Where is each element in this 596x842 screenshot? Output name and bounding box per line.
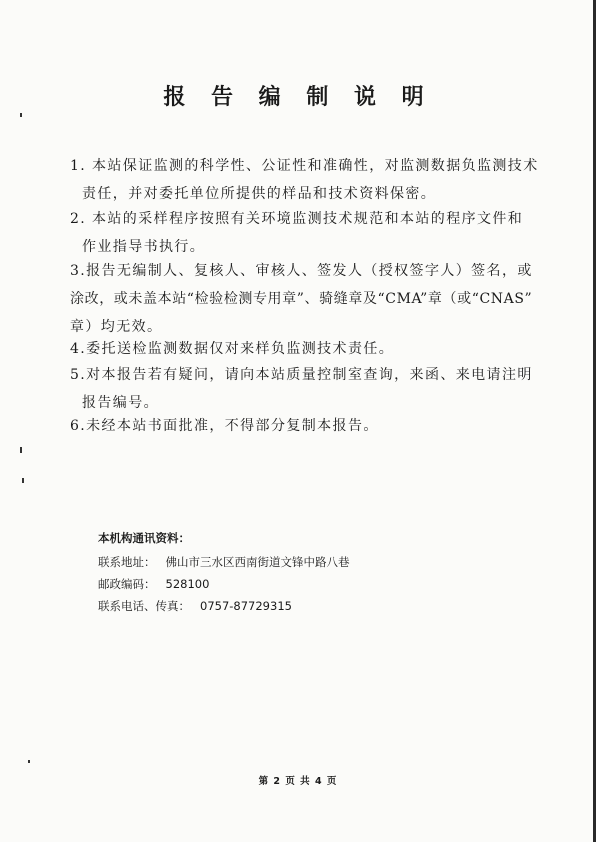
notice-line: 报告编号。	[82, 395, 159, 411]
contact-heading: 本机构通讯资料：	[98, 531, 190, 545]
notice-line: 6.未经本站书面批准，不得部分复制本报告。	[70, 418, 379, 434]
notice-item-2	[70, 205, 540, 261]
contact-block	[98, 527, 350, 617]
scan-speck	[20, 113, 22, 117]
contact-address-row	[98, 551, 350, 573]
notice-line: 责任，并对委托单位所提供的样品和技术资料保密。	[82, 186, 437, 202]
notice-line: 作业指导书执行。	[82, 239, 206, 255]
notice-item-1	[70, 152, 540, 208]
notice-line: 章）均无效。	[70, 319, 163, 335]
contact-postcode-row	[98, 573, 350, 595]
notice-item-3	[70, 257, 540, 341]
notice-line: 涂改，或未盖本站“检验检测专用章”、骑缝章及“CMA”章（或“CNAS”	[70, 291, 533, 307]
scan-speck	[28, 760, 30, 763]
notice-line: 2. 本站的采样程序按照有关环境监测技术规范和本站的程序文件和	[70, 211, 524, 227]
notice-line: 4.委托送检监测数据仅对来样负监测技术责任。	[70, 341, 395, 357]
page-number: 第 2 页 共 4 页	[258, 776, 338, 787]
notice-line: 1. 本站保证监测的科学性、公证性和准确性，对监测数据负监测技术	[70, 158, 539, 174]
notice-line: 3.报告无编制人、复核人、审核人、签发人（授权签字人）签名，或	[70, 263, 533, 279]
page-title: 报 告 编 制 说 明	[163, 84, 433, 110]
contact-phone-label: 联系电话、传真：	[98, 599, 190, 613]
contact-postcode: 528100	[165, 577, 210, 591]
contact-address-label: 联系地址：	[98, 555, 156, 569]
notice-item-6	[70, 412, 540, 440]
notice-item-4	[70, 335, 540, 363]
scan-speck	[22, 478, 24, 483]
contact-postcode-label: 邮政编码：	[98, 577, 156, 591]
contact-phone: 0757-87729315	[200, 599, 292, 613]
notice-item-5	[70, 361, 540, 417]
contact-phone-row	[98, 595, 350, 617]
contact-address: 佛山市三水区西南街道文锋中路八巷	[165, 555, 350, 569]
notice-line: 5.对本报告若有疑问，请向本站质量控制室查询，来函、来电请注明	[70, 367, 533, 383]
scan-speck	[20, 447, 22, 453]
